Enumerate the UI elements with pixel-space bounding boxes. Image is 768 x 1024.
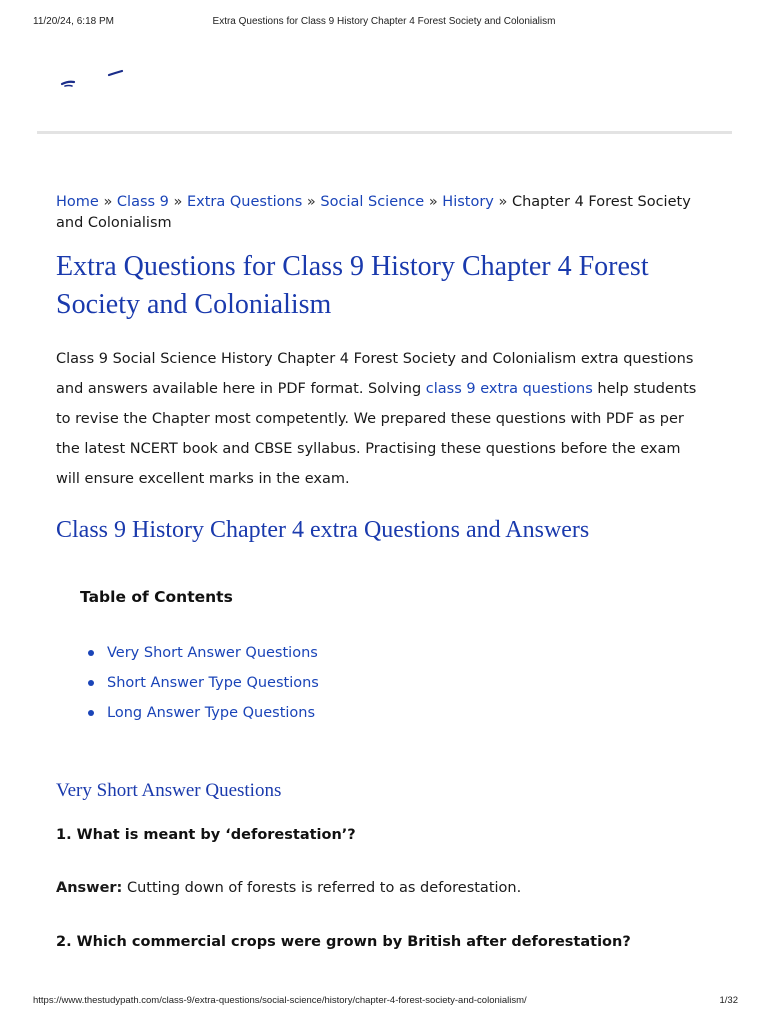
toc-link-very-short-answer[interactable]: Very Short Answer Questions	[107, 645, 318, 661]
breadcrumb-separator: »	[173, 194, 187, 210]
bullet-icon	[88, 680, 94, 686]
bullet-icon	[88, 650, 94, 656]
print-date: 11/20/24, 6:18 PM	[33, 16, 114, 27]
breadcrumb-separator: »	[103, 194, 117, 210]
answer-1	[56, 877, 706, 899]
breadcrumb	[56, 192, 706, 234]
answer-label: Answer:	[56, 880, 123, 896]
toc-item	[88, 698, 706, 728]
site-logo[interactable]	[58, 66, 128, 88]
toc-item	[88, 668, 706, 698]
table-of-contents	[80, 586, 706, 728]
page-number: 1/32	[719, 995, 738, 1006]
breadcrumb-separator: »	[306, 194, 321, 210]
breadcrumb-social-science[interactable]: Social Science	[320, 194, 425, 210]
header-divider	[37, 131, 732, 134]
bullet-icon	[88, 710, 94, 716]
very-short-answer-heading: Very Short Answer Questions	[56, 780, 282, 801]
toc-link-long-answer[interactable]: Long Answer Type Questions	[107, 705, 316, 721]
breadcrumb-history[interactable]: History	[442, 194, 494, 210]
breadcrumb-current: Chapter 4 Forest Society and Colonialism	[56, 194, 691, 231]
intro-text-after-link: help students to revise the Chapter most competently. We prepared these questions with PDF as per the latest NCERT book and CBSE syllabus. Practising these questions before the exam will ensure excellent marks in the exam.	[56, 381, 697, 487]
page-title: Extra Questions for Class 9 History Chapter 4 Forest Society and Colonialism	[56, 251, 649, 320]
question-1: 1. What is meant by ‘deforestation’?	[56, 827, 356, 843]
breadcrumb-separator: »	[498, 194, 512, 210]
toc-title: Table of Contents	[80, 588, 233, 606]
print-footer	[0, 995, 768, 1009]
toc-link-short-answer[interactable]: Short Answer Type Questions	[107, 675, 319, 691]
toc-list	[88, 638, 706, 728]
breadcrumb-extra-questions[interactable]: Extra Questions	[187, 194, 303, 210]
intro-paragraph	[56, 344, 706, 494]
print-url: https://www.thestudypath.com/class-9/extra-questions/social-science/history/chapter-4-forest-society-and-colonialism/	[33, 995, 527, 1006]
class-9-extra-questions-link[interactable]: class 9 extra questions	[425, 381, 593, 397]
print-header	[0, 16, 768, 32]
section-title: Class 9 History Chapter 4 extra Questions and Answers	[56, 517, 590, 543]
print-document-title: Extra Questions for Class 9 History Chapter 4 Forest Society and Colonialism	[212, 16, 556, 27]
toc-item	[88, 638, 706, 668]
breadcrumb-home[interactable]: Home	[56, 194, 99, 210]
article-content	[56, 192, 706, 953]
breadcrumb-class-9[interactable]: Class 9	[116, 194, 169, 210]
question-2: 2. Which commercial crops were grown by British after deforestation?	[56, 934, 631, 950]
intro-text-before-link: Class 9 Social Science History Chapter 4 Forest Society and Colonialism extra questions and answers available here in PDF format. Solving	[56, 351, 694, 397]
answer-1-text: Cutting down of forests is referred to as deforestation.	[122, 880, 522, 896]
breadcrumb-separator: »	[428, 194, 443, 210]
